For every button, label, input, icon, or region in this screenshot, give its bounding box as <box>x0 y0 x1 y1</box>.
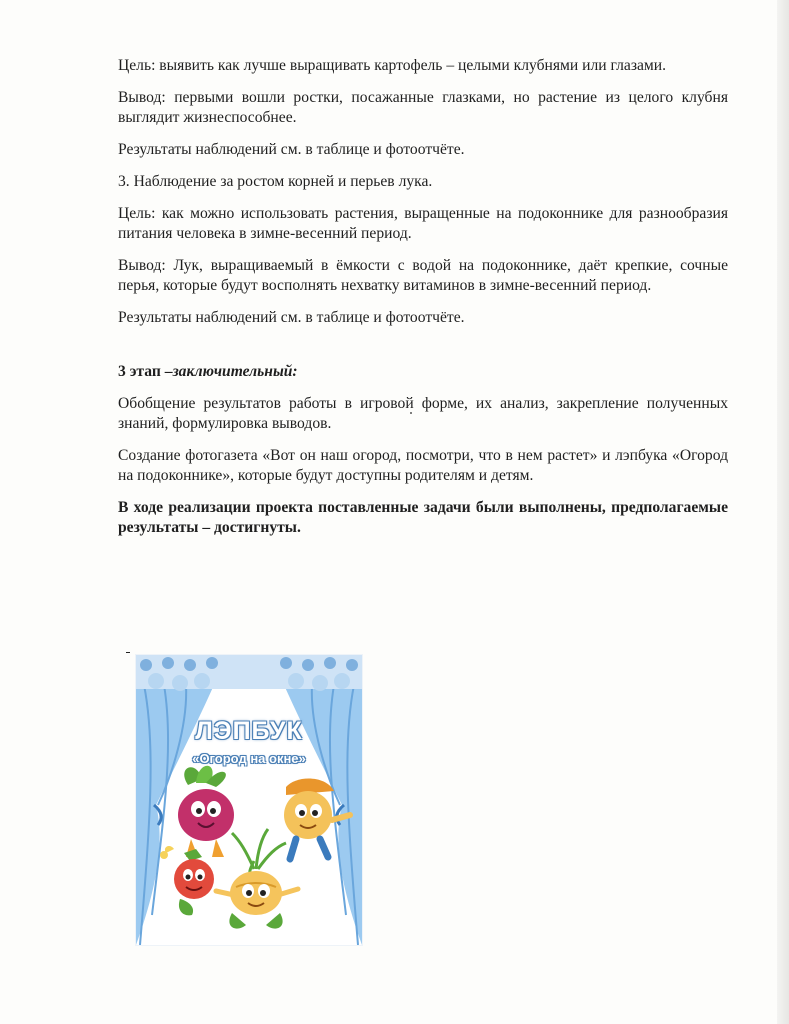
stage-label: 3 этап – <box>118 363 173 380</box>
conclusion-onion: Вывод: Лук, выращиваемый в ёмкости с водой на подоконнике, даёт крепкие, сочные перья, которые будут восполнять нехватку витаминов в зимне-весенний период. <box>118 257 728 294</box>
cover-illustration <box>136 655 362 945</box>
item-3-heading: 3. Наблюдение за ростом корней и перьев лука. <box>118 173 433 190</box>
creation-paragraph: Создание фотогазета «Вот он наш огород, посмотри, что в нем растет» и лэпбука «Огород на подоконнике», которые будут доступны родителям и детям. <box>118 447 728 484</box>
final-statement: В ходе реализации проекта поставленные задачи были выполнены, предполагаемые результаты – достигнуты. <box>118 499 728 536</box>
conclusion-potato: Вывод: первыми вошли ростки, посажанные глазками, но растение из целого клубня выглядит жизнеспособнее. <box>118 89 728 126</box>
lapbook-cover-image <box>136 655 362 945</box>
results-reference-1: Результаты наблюдений см. в таблице и фотоотчёте. <box>118 141 465 158</box>
summary-paragraph: Обобщение результатов работы в игровой форме, их анализ, закрепление полученных знаний, формулировка выводов. <box>118 395 728 432</box>
cover-subtitle: «Огород на окне» <box>192 751 306 766</box>
scan-mark <box>126 652 130 653</box>
stage-3-heading <box>118 362 728 382</box>
stray-dot <box>410 412 412 414</box>
cover-title: ЛЭПБУК <box>195 717 303 745</box>
document-body <box>118 56 728 550</box>
results-reference-2: Результаты наблюдений см. в таблице и фотоотчёте. <box>118 309 465 326</box>
stage-name: заключительный: <box>172 363 298 380</box>
goal-potato: Цель: выявить как лучше выращивать картофель – целыми клубнями или глазами. <box>118 57 667 74</box>
page-edge <box>777 0 789 1024</box>
goal-onion: Цель: как можно использовать растения, выращенные на подоконнике для разнообразия питания человека в зимне-весенний период. <box>118 205 728 242</box>
